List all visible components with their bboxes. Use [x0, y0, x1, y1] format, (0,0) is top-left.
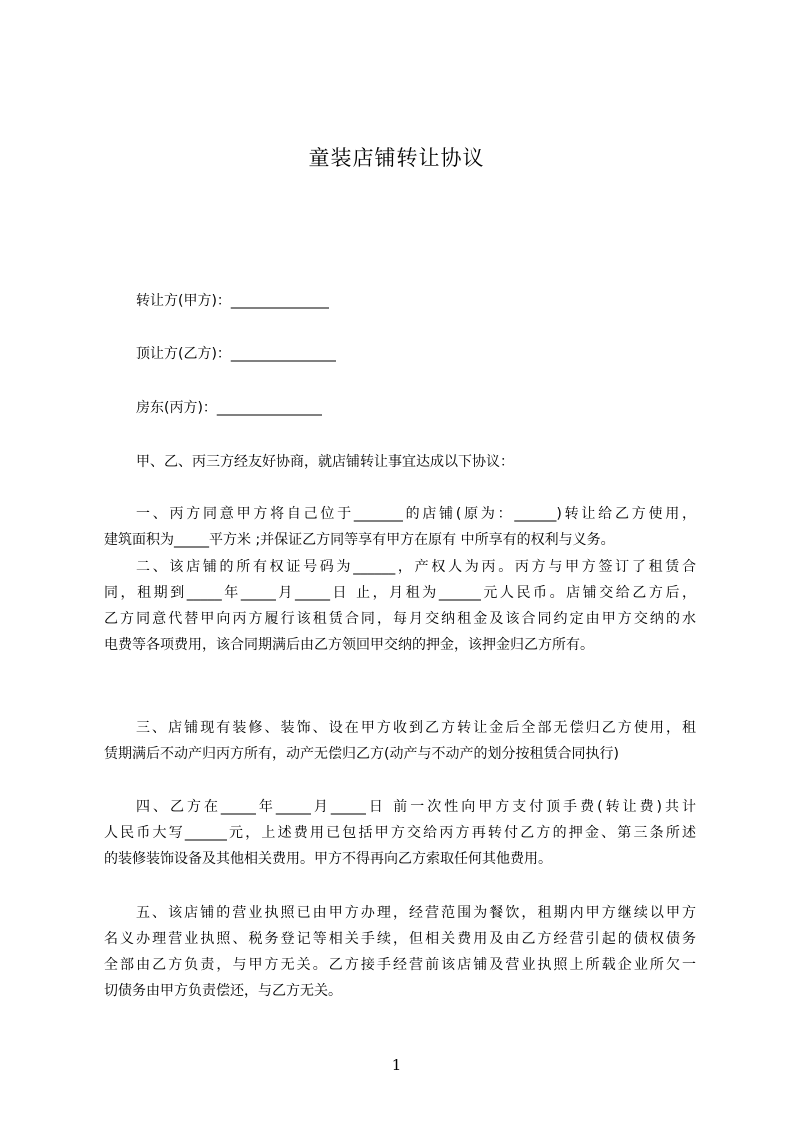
clause-line: 二、该店铺的所有权证号码为______，产权人为丙。丙方与甲方签订了租赁合 [136, 559, 696, 575]
clause-3 [104, 715, 696, 767]
page-number: 1 [391, 1056, 402, 1074]
clause-line: 建筑面积为_____平方米 ;并保证乙方同等享有甲方在原有 中所享有的权利与义务。 [104, 532, 615, 548]
document-title: 童装店铺转让协议 [308, 146, 485, 170]
clause-2 [104, 554, 696, 658]
clause-line: 名义办理营业执照、税务登记等相关手续，但相关费用及由乙方经营引起的债权债务 [104, 931, 696, 947]
clause-line: 三、店铺现有装修、装饰、设在甲方收到乙方转让金后全部无偿归乙方使用，租 [136, 720, 696, 736]
clause-line: 四、乙方在_____年_____月_____日 前一次性向甲方支付顶手费(转让费)共计 [136, 799, 696, 815]
clause-line: 五、该店铺的营业执照已由甲方办理，经营范围为餐饮，租期内甲方继续以甲方 [136, 905, 696, 921]
clause-5 [104, 900, 696, 1004]
clause-4 [104, 794, 696, 872]
clause-line: 赁期满后不动产归丙方所有，动产无偿归乙方(动产与不动产的划分按租赁合同执行) [104, 746, 619, 762]
party-landlord: 房东(丙方)：_______________ [136, 400, 322, 416]
clause-line: 的装修装饰设备及其他相关费用。甲方不得再向乙方索取任何其他费用。 [104, 851, 552, 867]
clause-line: 切债务由甲方负责偿还，与乙方无关。 [104, 983, 342, 999]
clause-line: 同，租期到_____年_____月_____日 止，月租为______元人民币。店铺交给乙方后， [104, 585, 696, 601]
party-transferor: 转让方(甲方)：______________ [136, 293, 329, 309]
clause-line: 电费等各项费用，该合同期满后由乙方领回甲交纳的押金，该押金归乙方所有。 [104, 637, 594, 653]
party-transferee: 顶让方(乙方)：_______________ [136, 346, 336, 362]
intro-paragraph: 甲、乙、丙三方经友好协商，就店铺转让事宜达成以下协议： [136, 454, 514, 470]
clause-line: 一、丙方同意甲方将自己位于_______的店铺(原为：______)转让给乙方使用， [136, 506, 696, 522]
clause-line: 乙方同意代替甲向丙方履行该租赁合同，每月交纳租金及该合同约定由甲方交纳的水 [104, 611, 696, 627]
clause-line: 人民币大写______元，上述费用已包括甲方交给丙方再转付乙方的押金、第三条所述 [104, 825, 696, 841]
clause-line: 全部由乙方负责，与甲方无关。乙方接手经营前该店铺及营业执照上所载企业所欠一 [104, 957, 696, 973]
clause-1 [104, 501, 696, 553]
